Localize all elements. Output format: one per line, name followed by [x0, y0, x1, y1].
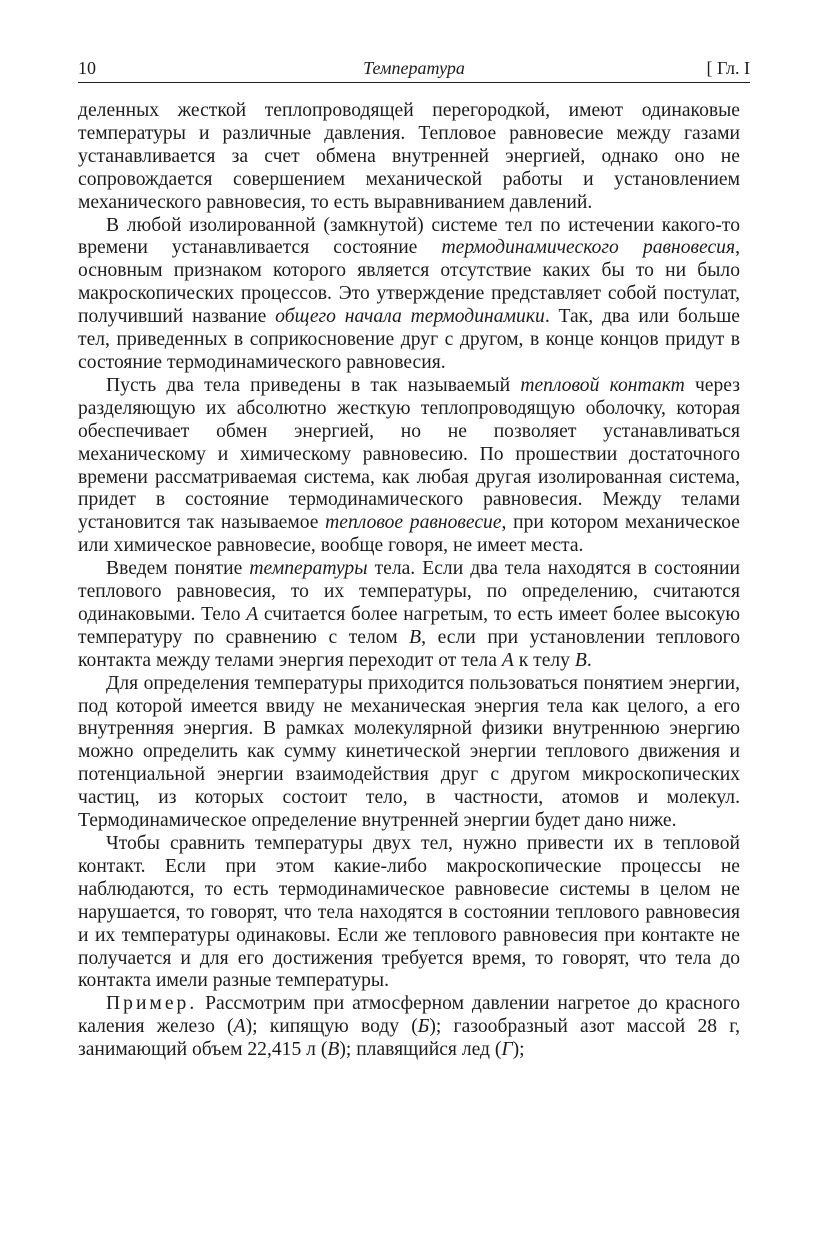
term-general-principle: общего начала термодинамики	[275, 306, 545, 328]
page-body	[78, 100, 740, 1062]
paragraph-6: Чтобы сравнить температуры двух тел, нужно привести их в тепловой контакт. Если при этом какие-либо макроскопические процессы не наблюдаются, то есть термодинамическое равновесие системы в целом не нарушается, то говорят, что тела находятся в состоянии теплового равновесия и их температуры одинаковы. Если же теплового равновесия при контакте не получается и для его достижения требуется время, то говорят, что тела до контакта имели разные температуры.	[78, 833, 740, 992]
term-temperature: температуры	[249, 558, 368, 580]
chapter-marker: [ Гл. I	[706, 58, 750, 78]
term-thermal-equilibrium: тепловое равновесие	[325, 512, 502, 534]
paragraph-3: Пусть два тела приведены в так называемый тепловой контакт через разделяющую их абсолютно жесткую теплопроводящую оболочку, которая обеспечивает обмен энергией, но не позволяет устанавливаться механическому и химическому равновесию. По прошествии достаточного времени рассматриваемая система, как любая другая изолированная система, придет в состояние термодинамического равновесия. Между телами установится так называемое тепловое равновесие, при котором механическое или химическое равновесие, вообще говоря, не имеет места.	[78, 374, 741, 557]
paragraph-5: Для определения температуры приходится пользоваться понятием энергии, под которой имеется ввиду не механическая энергия тела как целого, а его внутренняя энергия. В рамках молекулярной физики внутреннюю энергию можно определить как сумму кинетической энергии теплового движения и потенциальной энергии взаимодействия друг с другом микроскопических частиц, из которых состоит тело, в частности, атомов и молекул. Термодинамическое определение внутренней энергии будет дано ниже.	[78, 672, 740, 832]
term-thermal-contact: тепловой контакт	[520, 374, 685, 396]
paragraph-2: В любой изолированной (замкнутой) системе тел по истечении какого-то времени устанавливается состояние термодинамического равновесия, основным признаком которого является отсутствие каких бы то ни было макроскопических процессов. Это утверждение представляет собой постулат, получивший название общего начала термодинамики. Так, два или больше тел, приведенных в соприкосновение друг с другом, в конце концов придут в состояние термодинамического равновесия.	[78, 214, 740, 373]
running-header	[78, 56, 750, 83]
example-label: Пример.	[106, 993, 198, 1015]
page-number: 10	[78, 58, 96, 78]
paragraph-1: деленных жесткой теплопроводящей перегородкой, имеют одинаковые температуры и различные давления. Тепловое равновесие между газами устанавливается за счет обмена внутренней энергией, однако оно не сопровождается совершением механической работы и установлением механического равновесия, то есть выравниванием давлений.	[78, 100, 740, 213]
running-title: Температура	[363, 58, 465, 78]
paragraph-7-example: Пример. Рассмотрим при атмосферном давлении нагретое до красного каления железо (А); кипящую воду (Б); газообразный азот массой 28 г, занимающий объем 22,415 л (В); плавящийся лед (Г);	[78, 993, 740, 1061]
term-thermodynamic-equilibrium: термодинамического равновесия	[441, 237, 736, 259]
paragraph-4: Введем понятие температуры тела. Если два тела находятся в состоянии теплового равновесия, то их температуры, по определению, считаются одинаковыми. Тело A считается более нагретым, то есть имеет более высокую температуру по сравнению с телом B, если при установлении теплового контакта между телами энергия переходит от тела A к телу B.	[78, 558, 740, 671]
